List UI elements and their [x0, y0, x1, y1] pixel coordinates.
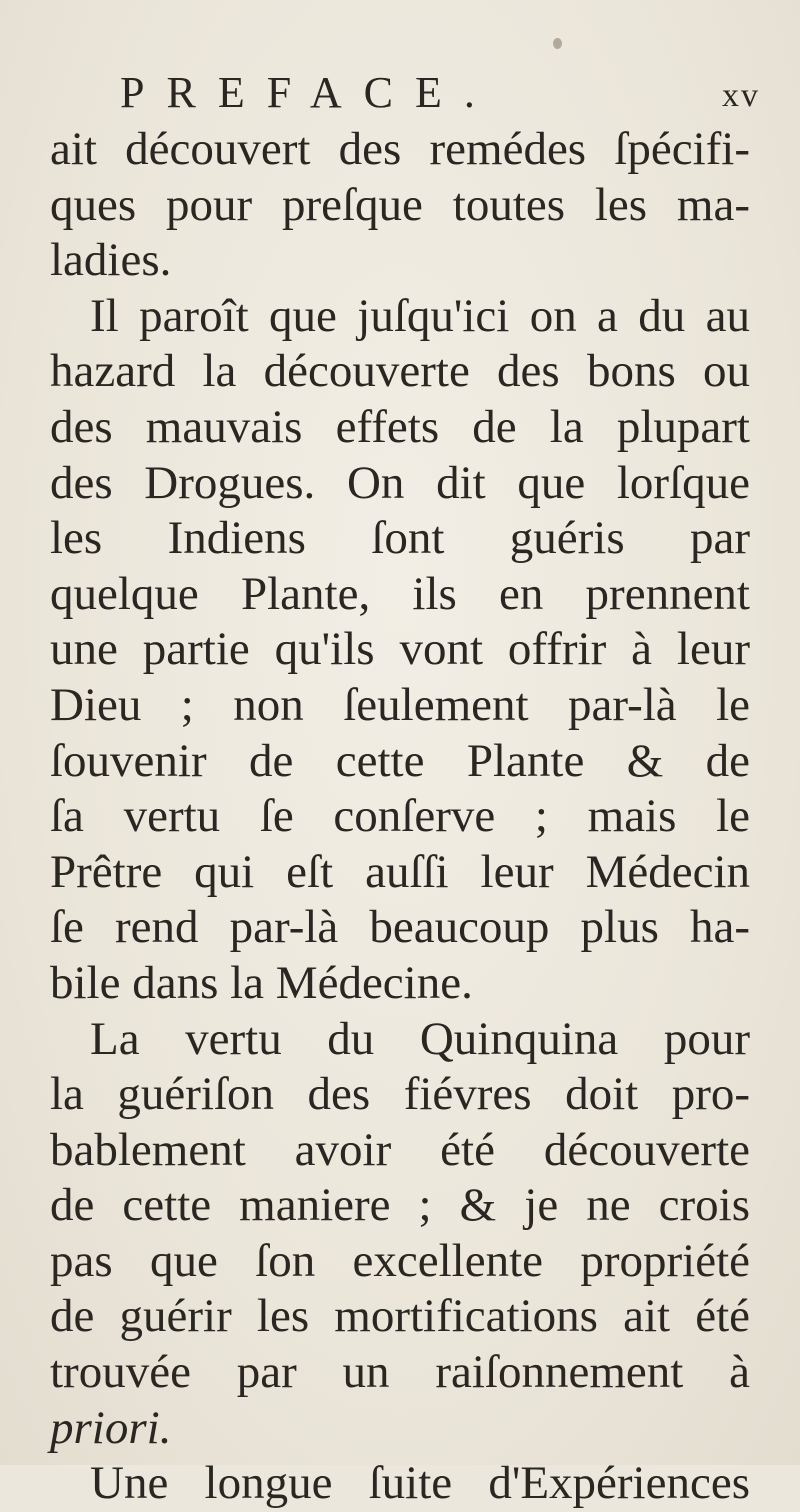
text-line: la guériſon des fiévres doit pro- [50, 1068, 750, 1121]
text-line: pas que ſon excellente propriété [50, 1234, 750, 1287]
text-line: des Drogues. On dit que lorſque [50, 456, 750, 509]
text-line: une partie qu'ils vont offrir à leur [50, 623, 750, 676]
text-line: ques pour preſque toutes les ma- [50, 178, 750, 231]
text-line: bablement avoir été découverte [50, 1123, 750, 1176]
page-header [120, 68, 760, 118]
text-line: ſe rend par-là beaucoup plus ha- [50, 901, 750, 954]
text-line: les Indiens ſont guéris par [50, 512, 750, 565]
text-line: La vertu du Quinquina pour [90, 1012, 750, 1065]
page-number: xv [722, 77, 760, 114]
text-line: des mauvais effets de la plupart [50, 400, 750, 453]
text-line: ait découvert des remédes ſpécifi- [50, 123, 750, 175]
ink-blemish [553, 38, 562, 49]
text-line: bile dans la Médecine. [50, 956, 473, 1009]
text-line: Une longue ſuite d'Expériences [90, 1457, 750, 1510]
text-line: ſa vertu ſe conſerve ; mais le [50, 790, 750, 843]
body-text [50, 122, 750, 1512]
text-line: priori. [50, 1401, 172, 1454]
text-line: Dieu ; non ſeulement par-là le [50, 678, 750, 731]
text-line: Prêtre qui eſt auſſi leur Médecin [50, 845, 750, 898]
text-line: hazard la découverte des bons ou [50, 345, 750, 398]
text-line: trouvée par un raiſonnement à [50, 1346, 750, 1399]
text-line: ladies. [50, 234, 172, 287]
text-line: quelque Plante, ils en prennent [50, 567, 750, 620]
text-line: ſouvenir de cette Plante & de [50, 734, 750, 787]
text-line: de guérir les mortifications ait été [50, 1290, 750, 1343]
text-line: Il paroît que juſqu'ici on a du au [90, 289, 750, 342]
running-title: PREFACE. [120, 68, 497, 117]
text-line: de cette maniere ; & je ne crois [50, 1179, 750, 1232]
